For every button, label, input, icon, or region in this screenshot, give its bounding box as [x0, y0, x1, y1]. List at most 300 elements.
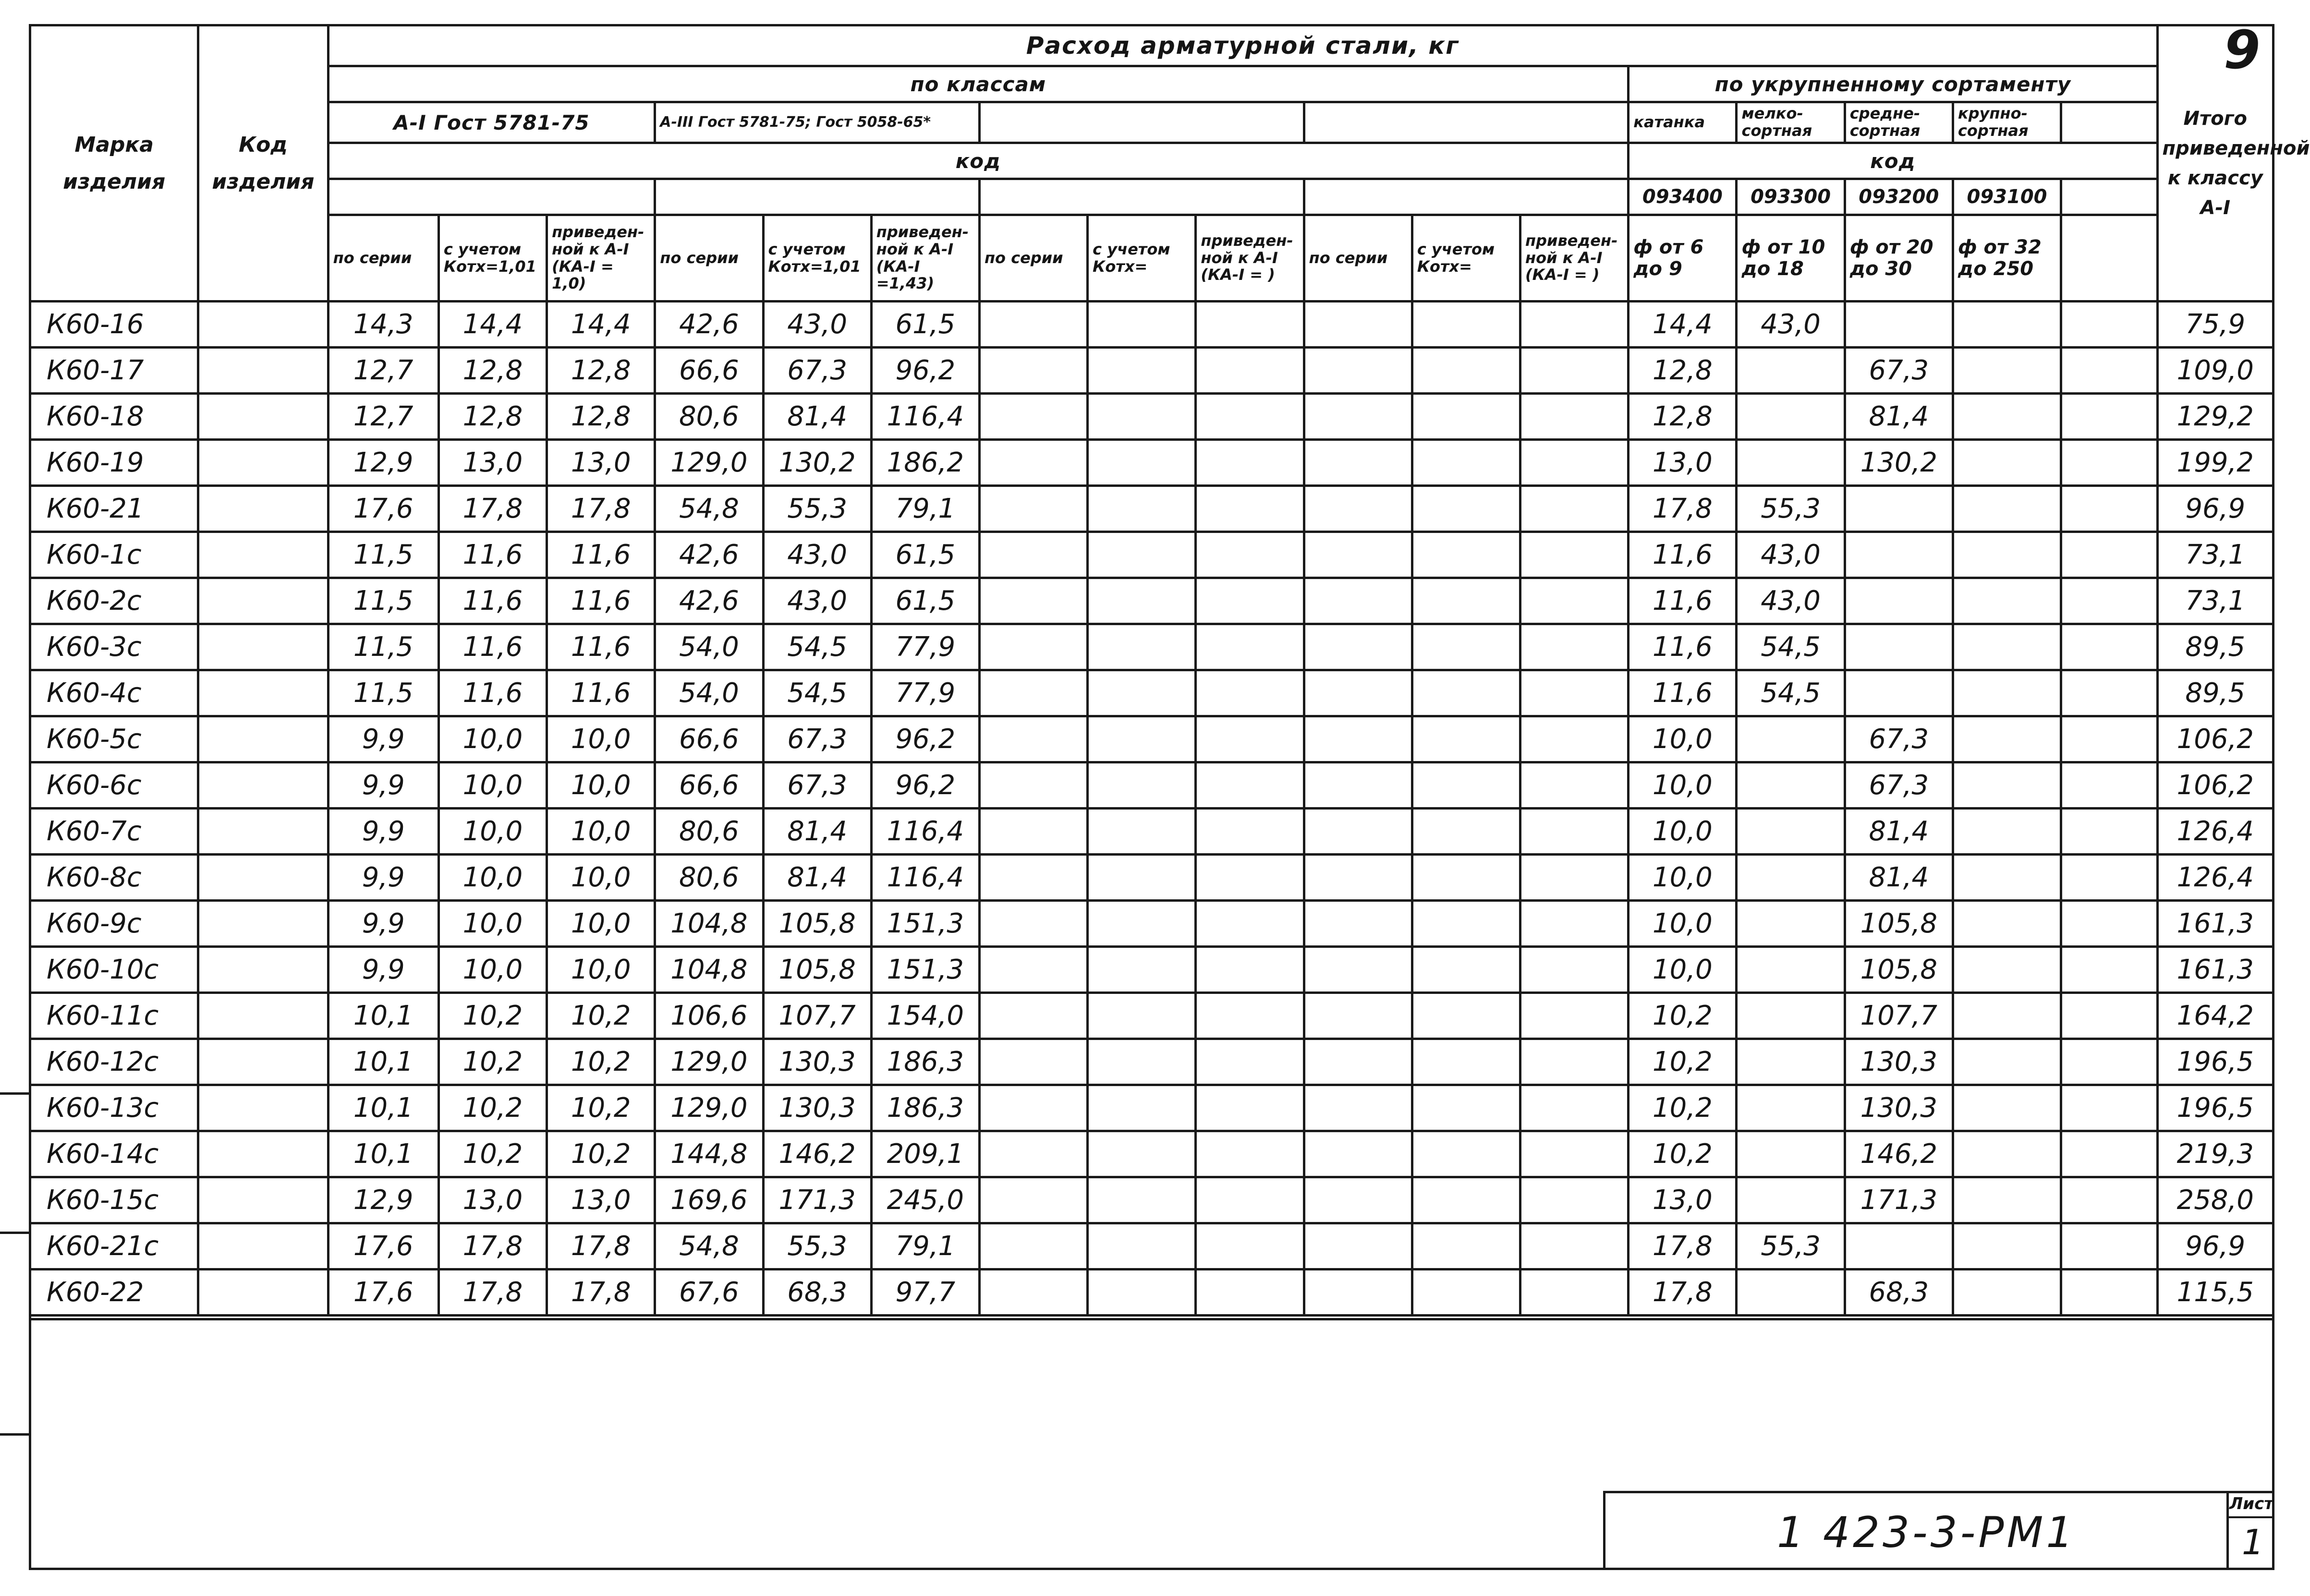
- cell-class-value: 11,6: [547, 532, 655, 578]
- cell-empty: [1520, 1270, 1629, 1316]
- cell-empty: [1088, 486, 1196, 532]
- cell-total: 75,9: [2157, 302, 2273, 348]
- cell-class-value: 9,9: [328, 855, 438, 901]
- cell-empty: [2061, 302, 2157, 348]
- cell-empty: [979, 578, 1087, 624]
- cell-empty: [1088, 855, 1196, 901]
- cell-class-value: 66,6: [655, 762, 763, 809]
- cell-total: 89,5: [2157, 624, 2273, 670]
- cell-class-value: 10,0: [547, 809, 655, 855]
- sub-k-a1: с учетом Котх=1,01: [438, 215, 547, 302]
- cell-assortment-value: 11,6: [1629, 578, 1737, 624]
- cell-assortment-value: 171,3: [1845, 1177, 1953, 1223]
- cell-assortment-value: [1845, 1223, 1953, 1270]
- cell-assortment-value: 105,8: [1845, 901, 1953, 947]
- table-row: [30, 993, 2274, 1039]
- cell-assortment-value: [1953, 670, 2061, 716]
- cell-empty: [1412, 809, 1520, 855]
- table-row: [30, 947, 2274, 993]
- cell-empty: [2061, 440, 2157, 486]
- cell-assortment-value: 13,0: [1629, 1177, 1737, 1223]
- table-row: [30, 1039, 2274, 1085]
- assort-large: крупно-сортная: [1953, 102, 2061, 143]
- cell-class-value: 209,1: [871, 1131, 979, 1177]
- cell-assortment-value: 107,7: [1845, 993, 1953, 1039]
- cell-total: 73,1: [2157, 532, 2273, 578]
- cell-mark: К60-3с: [30, 624, 198, 670]
- cell-total: 199,2: [2157, 440, 2273, 486]
- cell-class-value: 13,0: [438, 440, 547, 486]
- cell-empty: [979, 901, 1087, 947]
- cell-class-value: 43,0: [763, 302, 871, 348]
- cell-empty: [1304, 1039, 1412, 1085]
- cell-assortment-value: 17,8: [1629, 1223, 1737, 1270]
- cell-empty: [1088, 762, 1196, 809]
- sheet-box-divider: [2226, 1516, 2274, 1518]
- cell-empty: [1196, 670, 1304, 716]
- cell-empty: [1412, 532, 1520, 578]
- cell-empty: [1196, 1270, 1304, 1316]
- cell-class-value: 10,0: [438, 947, 547, 993]
- cell-empty: [1088, 1223, 1196, 1270]
- cell-class-value: 12,8: [438, 394, 547, 440]
- cell-class-value: 66,6: [655, 716, 763, 762]
- cell-empty: [2061, 486, 2157, 532]
- cell-empty: [1196, 1177, 1304, 1223]
- code-cell-blank-2: [1304, 179, 1629, 215]
- cell-assortment-value: [1953, 1223, 2061, 1270]
- cell-class-value: 11,5: [328, 578, 438, 624]
- cell-class-value: 116,4: [871, 855, 979, 901]
- cell-assortment-value: [1737, 440, 1845, 486]
- cell-empty: [1520, 1177, 1629, 1223]
- cell-class-value: 79,1: [871, 486, 979, 532]
- cell-empty: [1520, 762, 1629, 809]
- cell-empty: [1520, 670, 1629, 716]
- cell-empty: [1196, 440, 1304, 486]
- sub-k-a3: с учетом Котх=1,01: [763, 215, 871, 302]
- cell-class-value: 106,6: [655, 993, 763, 1039]
- header-class-a3: А-III Гост 5781-75; Гост 5058-65*: [655, 102, 980, 143]
- cell-empty: [2061, 901, 2157, 947]
- cell-class-value: 10,0: [547, 947, 655, 993]
- cell-class-value: 96,2: [871, 348, 979, 394]
- cell-empty: [1520, 901, 1629, 947]
- cell-class-value: 80,6: [655, 394, 763, 440]
- cell-empty: [1520, 532, 1629, 578]
- cell-empty: [2061, 993, 2157, 1039]
- cell-class-value: 13,0: [547, 1177, 655, 1223]
- cell-empty: [1520, 624, 1629, 670]
- cell-empty: [1088, 716, 1196, 762]
- cell-class-value: 129,0: [655, 1039, 763, 1085]
- cell-empty: [979, 394, 1087, 440]
- phi-range-blank: [2061, 215, 2157, 302]
- cell-empty: [1520, 1085, 1629, 1131]
- cell-empty: [2061, 809, 2157, 855]
- cell-class-value: 12,7: [328, 348, 438, 394]
- cell-empty: [1304, 1223, 1412, 1270]
- cell-class-value: 67,3: [763, 348, 871, 394]
- cell-class-value: 10,0: [438, 809, 547, 855]
- cell-total: 126,4: [2157, 855, 2273, 901]
- cell-empty: [1088, 302, 1196, 348]
- cell-mark: К60-15с: [30, 1177, 198, 1223]
- cell-empty: [1088, 1177, 1196, 1223]
- cell-empty: [1196, 394, 1304, 440]
- cell-class-value: 13,0: [438, 1177, 547, 1223]
- cell-class-value: 10,2: [438, 1039, 547, 1085]
- cell-empty: [1304, 993, 1412, 1039]
- cell-empty: [1088, 440, 1196, 486]
- cell-empty: [979, 670, 1087, 716]
- cell-class-value: 68,3: [763, 1270, 871, 1316]
- cell-class-value: 80,6: [655, 809, 763, 855]
- cell-class-value: 79,1: [871, 1223, 979, 1270]
- cell-empty: [1412, 762, 1520, 809]
- cell-class-value: 12,8: [547, 394, 655, 440]
- cell-assortment-value: [1953, 855, 2061, 901]
- cell-empty: [1412, 1223, 1520, 1270]
- cell-mark: К60-5с: [30, 716, 198, 762]
- assort-blank: [2061, 102, 2157, 143]
- cell-empty: [1088, 1131, 1196, 1177]
- cell-empty: [979, 993, 1087, 1039]
- cell-assortment-value: 55,3: [1737, 1223, 1845, 1270]
- cell-assortment-value: 43,0: [1737, 532, 1845, 578]
- cell-class-value: 54,5: [763, 670, 871, 716]
- cell-empty: [2061, 394, 2157, 440]
- code-cell-a3: [655, 179, 980, 215]
- cell-assortment-value: 17,8: [1629, 1270, 1737, 1316]
- cell-empty: [1088, 578, 1196, 624]
- table-row: [30, 716, 2274, 762]
- cell-mark: К60-7с: [30, 809, 198, 855]
- cell-code: [198, 809, 328, 855]
- cell-class-value: 10,2: [547, 1131, 655, 1177]
- cell-class-value: 10,0: [547, 762, 655, 809]
- assort-small: мелко-сортная: [1737, 102, 1845, 143]
- cell-empty: [1412, 670, 1520, 716]
- cell-assortment-value: [1845, 486, 1953, 532]
- cell-empty: [1196, 348, 1304, 394]
- cell-mark: К60-1с: [30, 532, 198, 578]
- cell-empty: [1412, 716, 1520, 762]
- header-main-title: Расход арматурной стали, кг: [328, 25, 2157, 66]
- cell-code: [198, 486, 328, 532]
- cell-empty: [1304, 901, 1412, 947]
- cell-total: 196,5: [2157, 1039, 2273, 1085]
- sub-k-b1: с учетом Котх=: [1088, 215, 1196, 302]
- cell-class-value: 54,0: [655, 670, 763, 716]
- cell-assortment-value: 10,0: [1629, 855, 1737, 901]
- header-code-label-assort: код: [1629, 143, 2157, 179]
- table-row: [30, 1270, 2274, 1316]
- cell-empty: [1520, 486, 1629, 532]
- cell-assortment-value: [1953, 348, 2061, 394]
- sub-series-b1: по серии: [979, 215, 1087, 302]
- sheet-label: Лист: [2229, 1494, 2274, 1513]
- cell-assortment-value: 10,0: [1629, 809, 1737, 855]
- table-body: [30, 302, 2274, 1316]
- cell-empty: [1304, 670, 1412, 716]
- cell-assortment-value: [1953, 578, 2061, 624]
- table-row: [30, 1085, 2274, 1131]
- cell-assortment-value: 43,0: [1737, 302, 1845, 348]
- cell-code: [198, 855, 328, 901]
- cell-empty: [1520, 578, 1629, 624]
- cell-class-value: 151,3: [871, 947, 979, 993]
- cell-empty: [1304, 578, 1412, 624]
- cell-empty: [979, 855, 1087, 901]
- cell-assortment-value: [1737, 762, 1845, 809]
- cell-assortment-value: [1953, 901, 2061, 947]
- cell-empty: [1196, 947, 1304, 993]
- cell-assortment-value: [1953, 1131, 2061, 1177]
- cell-assortment-value: 11,6: [1629, 624, 1737, 670]
- cell-assortment-value: [1737, 348, 1845, 394]
- cell-empty: [1196, 302, 1304, 348]
- cell-mark: К60-6с: [30, 762, 198, 809]
- cell-class-value: 11,6: [438, 624, 547, 670]
- cell-class-value: 67,3: [763, 716, 871, 762]
- cell-empty: [1088, 1270, 1196, 1316]
- cell-assortment-value: [1737, 855, 1845, 901]
- cell-class-value: 154,0: [871, 993, 979, 1039]
- cell-total: 126,4: [2157, 809, 2273, 855]
- cell-empty: [1196, 855, 1304, 901]
- cell-empty: [1412, 1270, 1520, 1316]
- cell-class-value: 77,9: [871, 670, 979, 716]
- cell-empty: [1196, 809, 1304, 855]
- header-class-blank-2: [1304, 102, 1629, 143]
- cell-assortment-value: [1953, 1270, 2061, 1316]
- cell-class-value: 12,8: [438, 348, 547, 394]
- cell-mark: К60-17: [30, 348, 198, 394]
- cell-assortment-value: [1737, 716, 1845, 762]
- code-cell-blank-1: [979, 179, 1304, 215]
- cell-empty: [1196, 716, 1304, 762]
- header-by-class: по классам: [328, 66, 1629, 102]
- cell-class-value: 129,0: [655, 440, 763, 486]
- cell-class-value: 66,6: [655, 348, 763, 394]
- assort-code-1: 093400: [1629, 179, 1737, 215]
- phi-range-1: ф от 6 до 9: [1629, 215, 1737, 302]
- cell-empty: [979, 1131, 1087, 1177]
- cell-class-value: 13,0: [547, 440, 655, 486]
- cell-class-value: 11,6: [547, 670, 655, 716]
- cell-empty: [2061, 762, 2157, 809]
- cell-empty: [2061, 1270, 2157, 1316]
- cell-empty: [1304, 486, 1412, 532]
- cell-assortment-value: 54,5: [1737, 670, 1845, 716]
- table-row: [30, 670, 2274, 716]
- cell-class-value: 130,2: [763, 440, 871, 486]
- cell-empty: [1304, 716, 1412, 762]
- cell-empty: [1412, 1131, 1520, 1177]
- cell-empty: [2061, 855, 2157, 901]
- cell-class-value: 10,2: [547, 1039, 655, 1085]
- cell-empty: [1196, 1085, 1304, 1131]
- cell-code: [198, 1039, 328, 1085]
- cell-assortment-value: [1737, 1177, 1845, 1223]
- cell-class-value: 10,2: [438, 1085, 547, 1131]
- cell-empty: [1412, 993, 1520, 1039]
- cell-code: [198, 1177, 328, 1223]
- cell-assortment-value: 43,0: [1737, 578, 1845, 624]
- cell-class-value: 130,3: [763, 1085, 871, 1131]
- cell-assortment-value: [1953, 1039, 2061, 1085]
- cell-class-value: 11,6: [547, 578, 655, 624]
- cell-empty: [1088, 1085, 1196, 1131]
- cell-class-value: 9,9: [328, 762, 438, 809]
- cell-code: [198, 716, 328, 762]
- cell-total: 96,9: [2157, 1223, 2273, 1270]
- cell-assortment-value: [1737, 809, 1845, 855]
- cell-assortment-value: [1845, 302, 1953, 348]
- cell-empty: [1196, 1039, 1304, 1085]
- phi-range-3: ф от 20 до 30: [1845, 215, 1953, 302]
- cell-class-value: 81,4: [763, 394, 871, 440]
- cell-assortment-value: 10,2: [1629, 993, 1737, 1039]
- cell-empty: [1304, 624, 1412, 670]
- cell-assortment-value: 10,2: [1629, 1131, 1737, 1177]
- cell-assortment-value: [1953, 624, 2061, 670]
- cell-assortment-value: 68,3: [1845, 1270, 1953, 1316]
- cell-empty: [1304, 762, 1412, 809]
- cell-class-value: 14,4: [438, 302, 547, 348]
- cell-class-value: 17,8: [547, 1223, 655, 1270]
- edge-mark: [0, 1232, 29, 1234]
- cell-class-value: 10,1: [328, 1131, 438, 1177]
- cell-empty: [1304, 855, 1412, 901]
- cell-class-value: 54,0: [655, 624, 763, 670]
- cell-empty: [979, 762, 1087, 809]
- cell-class-value: 80,6: [655, 855, 763, 901]
- code-cell-a1: [328, 179, 655, 215]
- cell-class-value: 10,0: [438, 901, 547, 947]
- cell-class-value: 10,2: [438, 993, 547, 1039]
- cell-class-value: 10,2: [547, 1085, 655, 1131]
- cell-empty: [979, 716, 1087, 762]
- header-by-assortment: по укрупненному сортаменту: [1629, 66, 2157, 102]
- cell-assortment-value: 10,2: [1629, 1039, 1737, 1085]
- cell-empty: [1304, 1177, 1412, 1223]
- cell-assortment-value: [1953, 394, 2061, 440]
- cell-class-value: 11,5: [328, 532, 438, 578]
- cell-empty: [2061, 1223, 2157, 1270]
- bottom-separator: [29, 1318, 2274, 1320]
- cell-empty: [1520, 1131, 1629, 1177]
- cell-empty: [979, 440, 1087, 486]
- cell-class-value: 104,8: [655, 901, 763, 947]
- header-class-a1: А-I Гост 5781-75: [328, 102, 655, 143]
- cell-empty: [1304, 1270, 1412, 1316]
- cell-total: 129,2: [2157, 394, 2273, 440]
- cell-class-value: 17,6: [328, 1223, 438, 1270]
- cell-class-value: 11,5: [328, 624, 438, 670]
- cell-empty: [1412, 578, 1520, 624]
- cell-mark: К60-22: [30, 1270, 198, 1316]
- table-row: [30, 624, 2274, 670]
- cell-class-value: 10,1: [328, 1085, 438, 1131]
- cell-assortment-value: [1953, 993, 2061, 1039]
- cell-assortment-value: [1953, 809, 2061, 855]
- cell-empty: [1520, 302, 1629, 348]
- cell-assortment-value: 10,0: [1629, 901, 1737, 947]
- cell-assortment-value: [1737, 947, 1845, 993]
- cell-class-value: 10,2: [438, 1131, 547, 1177]
- table-row: [30, 394, 2274, 440]
- cell-mark: К60-18: [30, 394, 198, 440]
- cell-class-value: 116,4: [871, 809, 979, 855]
- cell-assortment-value: 146,2: [1845, 1131, 1953, 1177]
- cell-empty: [1088, 809, 1196, 855]
- cell-empty: [1088, 348, 1196, 394]
- cell-class-value: 10,0: [438, 716, 547, 762]
- cell-assortment-value: 81,4: [1845, 809, 1953, 855]
- cell-code: [198, 901, 328, 947]
- cell-empty: [1412, 486, 1520, 532]
- sub-red-b1: приведенной к А-I (КА-I = ): [1196, 215, 1304, 302]
- cell-code: [198, 1223, 328, 1270]
- sub-series-a1: по серии: [328, 215, 438, 302]
- cell-code: [198, 348, 328, 394]
- cell-total: 73,1: [2157, 578, 2273, 624]
- cell-mark: К60-21: [30, 486, 198, 532]
- cell-empty: [2061, 1039, 2157, 1085]
- table-row: [30, 302, 2274, 348]
- cell-empty: [1520, 440, 1629, 486]
- cell-empty: [1412, 947, 1520, 993]
- edge-mark: [0, 1092, 29, 1095]
- cell-assortment-value: [1953, 762, 2061, 809]
- cell-empty: [979, 1223, 1087, 1270]
- cell-total: 161,3: [2157, 901, 2273, 947]
- cell-code: [198, 394, 328, 440]
- cell-class-value: 9,9: [328, 716, 438, 762]
- cell-empty: [1412, 302, 1520, 348]
- cell-class-value: 54,8: [655, 486, 763, 532]
- cell-assortment-value: 130,2: [1845, 440, 1953, 486]
- header-code-label: код: [328, 143, 1629, 179]
- cell-empty: [2061, 348, 2157, 394]
- cell-class-value: 12,7: [328, 394, 438, 440]
- cell-class-value: 10,0: [438, 855, 547, 901]
- cell-total: 106,2: [2157, 762, 2273, 809]
- cell-class-value: 17,8: [547, 486, 655, 532]
- cell-empty: [1304, 809, 1412, 855]
- cell-empty: [1088, 993, 1196, 1039]
- cell-total: 106,2: [2157, 716, 2273, 762]
- cell-class-value: 146,2: [763, 1131, 871, 1177]
- table-row: [30, 809, 2274, 855]
- cell-class-value: 9,9: [328, 947, 438, 993]
- assort-code-3: 093200: [1845, 179, 1953, 215]
- cell-class-value: 96,2: [871, 716, 979, 762]
- cell-class-value: 12,8: [547, 348, 655, 394]
- cell-code: [198, 624, 328, 670]
- cell-code: [198, 440, 328, 486]
- cell-class-value: 61,5: [871, 532, 979, 578]
- cell-mark: К60-9с: [30, 901, 198, 947]
- cell-assortment-value: 130,3: [1845, 1039, 1953, 1085]
- cell-class-value: 104,8: [655, 947, 763, 993]
- header-mark: Марка изделия: [30, 25, 198, 302]
- cell-empty: [1088, 394, 1196, 440]
- cell-empty: [1088, 901, 1196, 947]
- cell-assortment-value: 12,8: [1629, 348, 1737, 394]
